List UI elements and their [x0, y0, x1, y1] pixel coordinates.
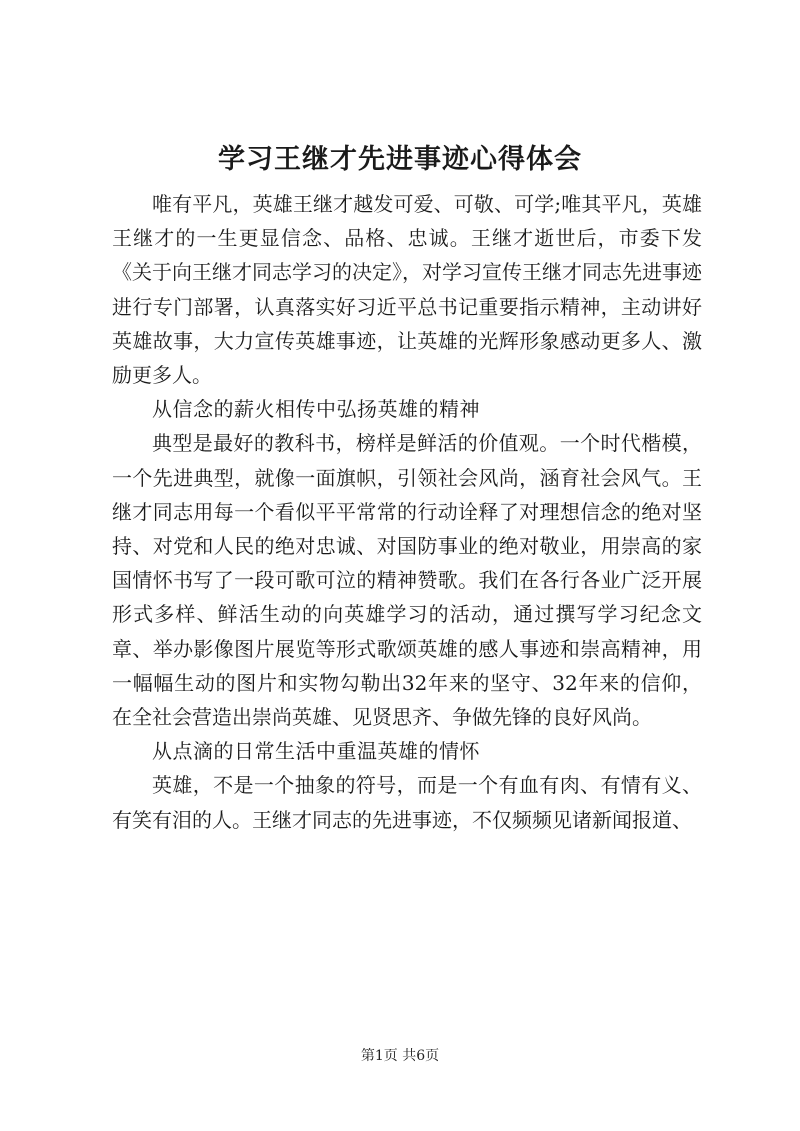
paragraph-belief: 典型是最好的教科书，榜样是鲜活的价值观。一个时代楷模，一个先进典型，就像一面旗帜，引领社会风尚，涵育社会风气。王继才同志用每一个看似平平常常的行动诠释了对理想信念的绝对坚持、对党和人民的绝对忠诚、对国防事业的绝对敬业，用崇高的家国情怀书写了一段可歌可泣的精神赞歌。我们在各行各业广泛开展形式多样、鲜活生动的向英雄学习的活动，通过撰写学习纪念文章、举办影像图片展览等形式歌颂英雄的感人事迹和崇高精神，用一幅幅生动的图片和实物勾勒出32年来的坚守、32年来的信仰，在全社会营造出崇尚英雄、见贤思齐、争做先锋的良好风尚。	[112, 431, 702, 730]
document-body	[112, 187, 702, 837]
page-title: 学习王继才先进事迹心得体会	[218, 144, 582, 175]
page-footer: 第1页 共6页	[360, 1048, 440, 1064]
paragraph-intro: 唯有平凡，英雄王继才越发可爱、可敬、可学;唯其平凡，英雄王继才的一生更显信念、品格、忠诚。王继才逝世后，市委下发《关于向王继才同志学习的决定》，对学习宣传王继才同志先进事迹进行专门部署，认真落实好习近平总书记重要指示精神，主动讲好英雄故事，大力宣传英雄事迹，让英雄的光辉形象感动更多人、激励更多人。	[112, 192, 702, 388]
paragraph-daily-life: 英雄，不是一个抽象的符号，而是一个有血有肉、有情有义、有笑有泪的人。王继才同志的先进事迹，不仅频频见诸新闻报道、	[112, 773, 702, 832]
section-heading-belief: 从信念的薪火相传中弘扬英雄的精神	[152, 397, 480, 422]
section-heading-daily-life: 从点滴的日常生活中重温英雄的情怀	[152, 739, 480, 764]
